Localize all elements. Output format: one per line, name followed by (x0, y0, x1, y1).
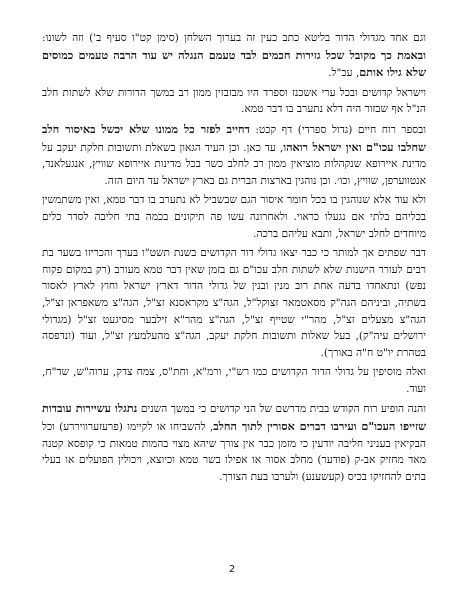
bold-quote: דחייב לפזר כל ממונו שלא יכשל באיסור חלב שחלבו עכו"ם ואין ישראל רואהו (42, 121, 426, 154)
paragraph (42, 400, 426, 485)
text-span: דבר שפתים אך למותר כי כבר יצאו גדולי דור הקדושים בשנת תשט"ו בערך והכריזו בשער בת רבים לעורר הישנות שלא לשתות חלב עכו"ם גם בזמן שאין דבר טמא מעורב (רק במקום פקוח נפש) ונתאחדו בדעה אחת רוב מנין ובנין של גדולי הדור דארץ ישראל וחוץ לארץ לאסור בשתיה, וביניהם הגה"ק מסאטמאר זצוקל"ל, הגה"צ מקראסנא זצ"ל, הגה"צ משאפראן זצ"ל, הגה"צ מצעלים זצ"ל, מהר"י שטייף זצ"ל, הגה"צ מהר"א זילבער מסיגעט זצ"ל (מגדולי ירושלים עיה"ק), בעל שאלות ותשובות חלקת יעקב, הגה"צ מהעלמעץ זצ"ל, ועוד (ונדפסה בטהרת יו"ט ח"ה באורך). (42, 247, 426, 359)
text-span: ואלה מוסיפין על גדולי הדור הקדושים כמו רש"י, ורמ"א, וחת"ס, צמח צדק, ערוה"ש, שד"ח, ועוד. (42, 366, 426, 395)
paragraph (42, 85, 426, 118)
paragraph (42, 30, 426, 82)
page-number: 2 (228, 564, 236, 575)
bold-quote: נתגלו עשיירות עובדות שזייפו העכו"ם ועירבו דברים אסורין לתוך החלב (42, 401, 426, 434)
text-span: ובספר רוח חיים (גדול ספרדי) דף קכט: (249, 123, 426, 136)
text-span: , עד כאן. וכן העיד הגאון בשאלת ותשובות חלקת יעקב על מדינת איירופא שנקהלות מוציאין ממון רב לחלב כשר בכל מדינות איירופא שוויץ, אנגעלאנד, אנטווערפן, שוויץ, וכו׳. וכן נוהגין בארצות הברית גם בארץ ישראל עד היום הזה. (42, 141, 426, 187)
text-span: , להשביחו או לקיימו (פרעזערוויררע) וכל הבקיאין בעניני חליבה יודעין כי מזמן כבר אין צורך שיהא מצוי בהמות טמאות כי קופסא קטנה מאד מחזיק אב-ק (פודער) מחלב אסור או אפילו בשר טמא וכיוצא, ויכולין הפועלים או בעלי בתים להחזיקו בכיס (קעשענע) ולערבו בעת הצורך. (42, 421, 426, 483)
document-body (42, 30, 426, 488)
text-span: וגם אחד מגדולי הדור בליטא כתב כעין זה בערוך השלחן (סימן קט"ו סעיף ב') וזה לשונו: (42, 32, 426, 44)
paragraph (42, 245, 426, 361)
paragraph (42, 192, 426, 242)
bold-quote: ובאמת כך מקובל שכל גזירות חכמים לבד טעמם הנגלה יש עוד הרבה טעמים כמוסים שלא גילו אותם (42, 47, 426, 80)
text-span: וישראל קדושים ובכל ערי אשכנז וספרד היו מבזבזין ממון רב במשך הדורות שלא לשתות חלב הנ"ל אף שבזור היה דלא נתערב בו דבר טמא. (42, 86, 426, 116)
paragraph (42, 364, 426, 397)
text-span: והנה הופיע רוח הקודש בבית מדרשם של הני קדושים כי במשך השנים (137, 403, 426, 416)
paragraph (42, 121, 426, 189)
text-span: , עכ"ל. (328, 67, 360, 80)
text-span: ולא עוד אלא שנוהגין בו בכל חומר איסור הגם שבשביל לא נתערב בו דבר טמא, ואין משתמשין בכליהם בלתי אם נגעלו כראוי. ולאחרונה עשו פה תיקונים בכמה בתי חליבה לסדר כלים מיוחדים לחלב ישראל, ותבא עליהם ברכה. (42, 194, 426, 240)
